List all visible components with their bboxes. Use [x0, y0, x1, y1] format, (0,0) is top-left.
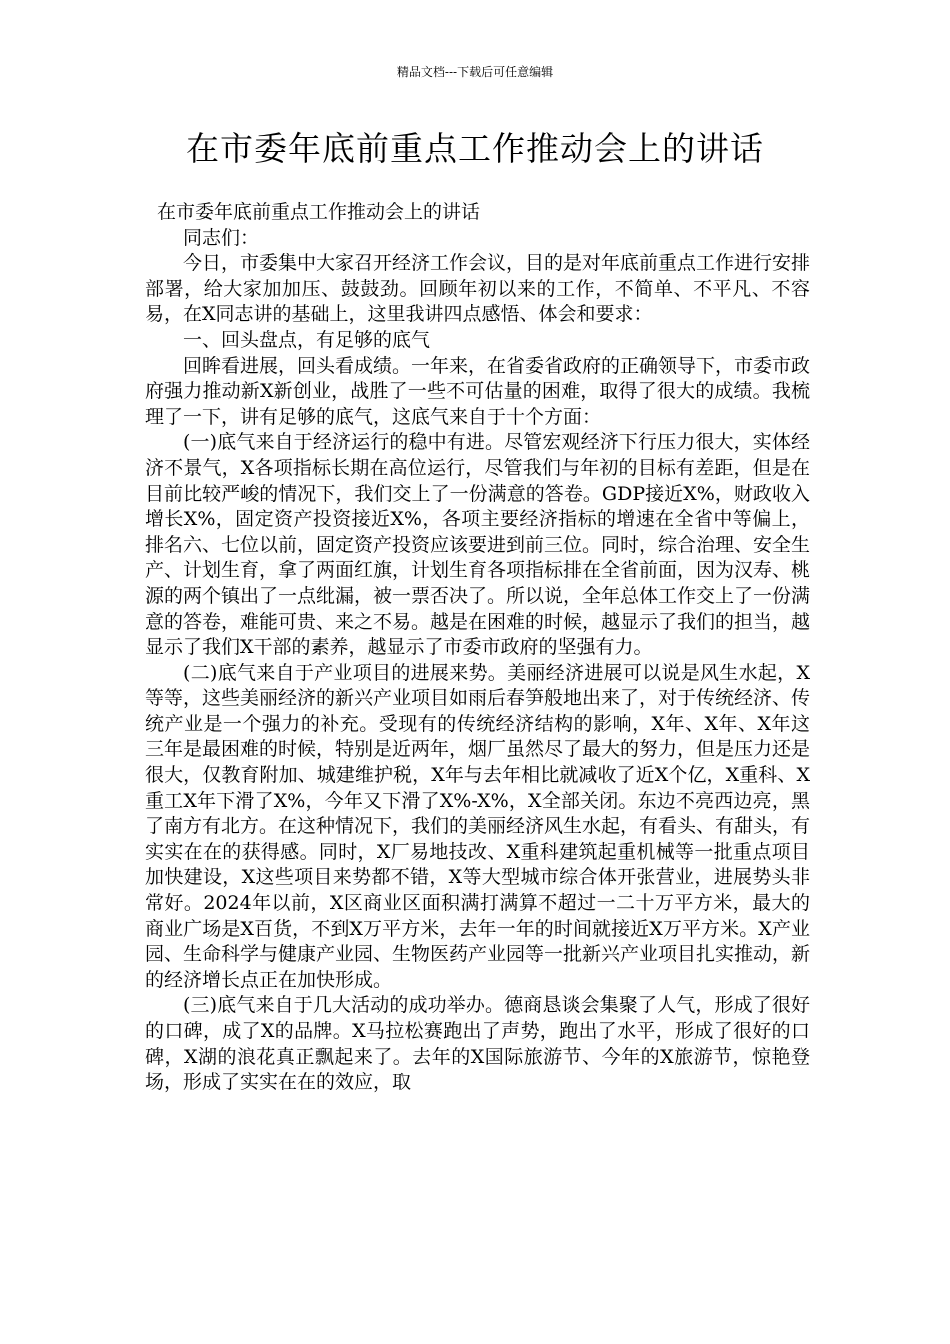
body-subtitle: 在市委年底前重点工作推动会上的讲话: [157, 201, 481, 223]
document-title: 在市委年底前重点工作推动会上的讲话: [186, 129, 764, 168]
paragraph-intro: 今日，市委集中大家召开经济工作会议，目的是对年底前重点工作进行安排部署，给大家加加压、鼓鼓劲。回顾年初以来的工作，不简单、不平凡、不容易，在X同志讲的基础上，这里我讲四点感悟、体会和要求：: [145, 252, 811, 326]
salutation: 同志们：: [183, 226, 260, 249]
header-note: 精品文档---下载后可任意编辑: [396, 65, 554, 79]
paragraph-review: 回眸看进展，回头看成绩。一年来，在省委省政府的正确领导下，市委市政府强力推动新X新创业，战胜了一些不可估量的困难，取得了很大的成绩。我梳理了一下，讲有足够的底气，这底气来自于十个方面：: [145, 354, 811, 428]
document-body: [145, 200, 810, 1096]
paragraph-point-2: (二)底气来自于产业项目的进展来势。美丽经济进展可以说是风生水起，X等等，这些美丽经济的新兴产业项目如雨后春笋般地出来了，对于传统经济、传统产业是一个强力的补充。受现有的传统经济结构的影响，X年、X年、X年这三年是最困难的时候，特别是近两年，烟厂虽然尽了最大的努力，但是压力还是很大，仅教育附加、城建维护税，X年与去年相比就减收了近X个亿，X重科、X重工X年下滑了X%，今年又下滑了X%-X%，X全部关闭。东边不亮西边亮，黑了南方有北方。在这种情况下，我们的美丽经济风生水起，有看头、有甜头，有实实在在的获得感。同时，X厂易地技改、X重科建筑起重机械等一批重点项目加快建设，X这些项目来势都不错，X等大型城市综合体开张营业，进展势头非常好。2024年以前，X区商业区面积满打满算不超过一二十万平方米，最大的商业广场是X百货，不到X万平方米，去年一年的时间就接近X万平方米。X产业园、生命科学与健康产业园、生物医药产业园等一批新兴产业项目扎实推动，新的经济增长点正在加快形成。: [145, 661, 811, 991]
section-heading-1: 一、回头盘点，有足够的底气: [183, 328, 431, 351]
paragraph-point-1: (一)底气来自于经济运行的稳中有进。尽管宏观经济下行压力很大，实体经济不景气，X各项指标长期在高位运行，尽管我们与年初的目标有差距，但是在目前比较严峻的情况下，我们交上了一份满意的答卷。GDP接近X%，财政收入增长X%，固定资产投资接近X%，各项主要经济指标的增速在全省中等偏上，排名六、七位以前，固定资产投资应该要进到前三位。同时，综合治理、安全生产、计划生育，拿了两面红旗，计划生育各项指标排在全省前面，因为汉寿、桃源的两个镇出了一点纰漏，被一票否决了。所以说，全年总体工作交上了一份满意的答卷，难能可贵、来之不易。越是在困难的时候，越显示了我们的担当，越显示了我们X干部的素养，越显示了市委市政府的坚强有力。: [145, 431, 811, 659]
paragraph-point-3: (三)底气来自于几大活动的成功举办。德商恳谈会集聚了人气，形成了很好的口碑，成了X的品牌。X马拉松赛跑出了声势，跑出了水平，形成了很好的口碑，X湖的浪花真正飘起来了。去年的X国际旅游节、今年的X旅游节，惊艳登场，形成了实实在在的效应，取: [145, 994, 810, 1094]
